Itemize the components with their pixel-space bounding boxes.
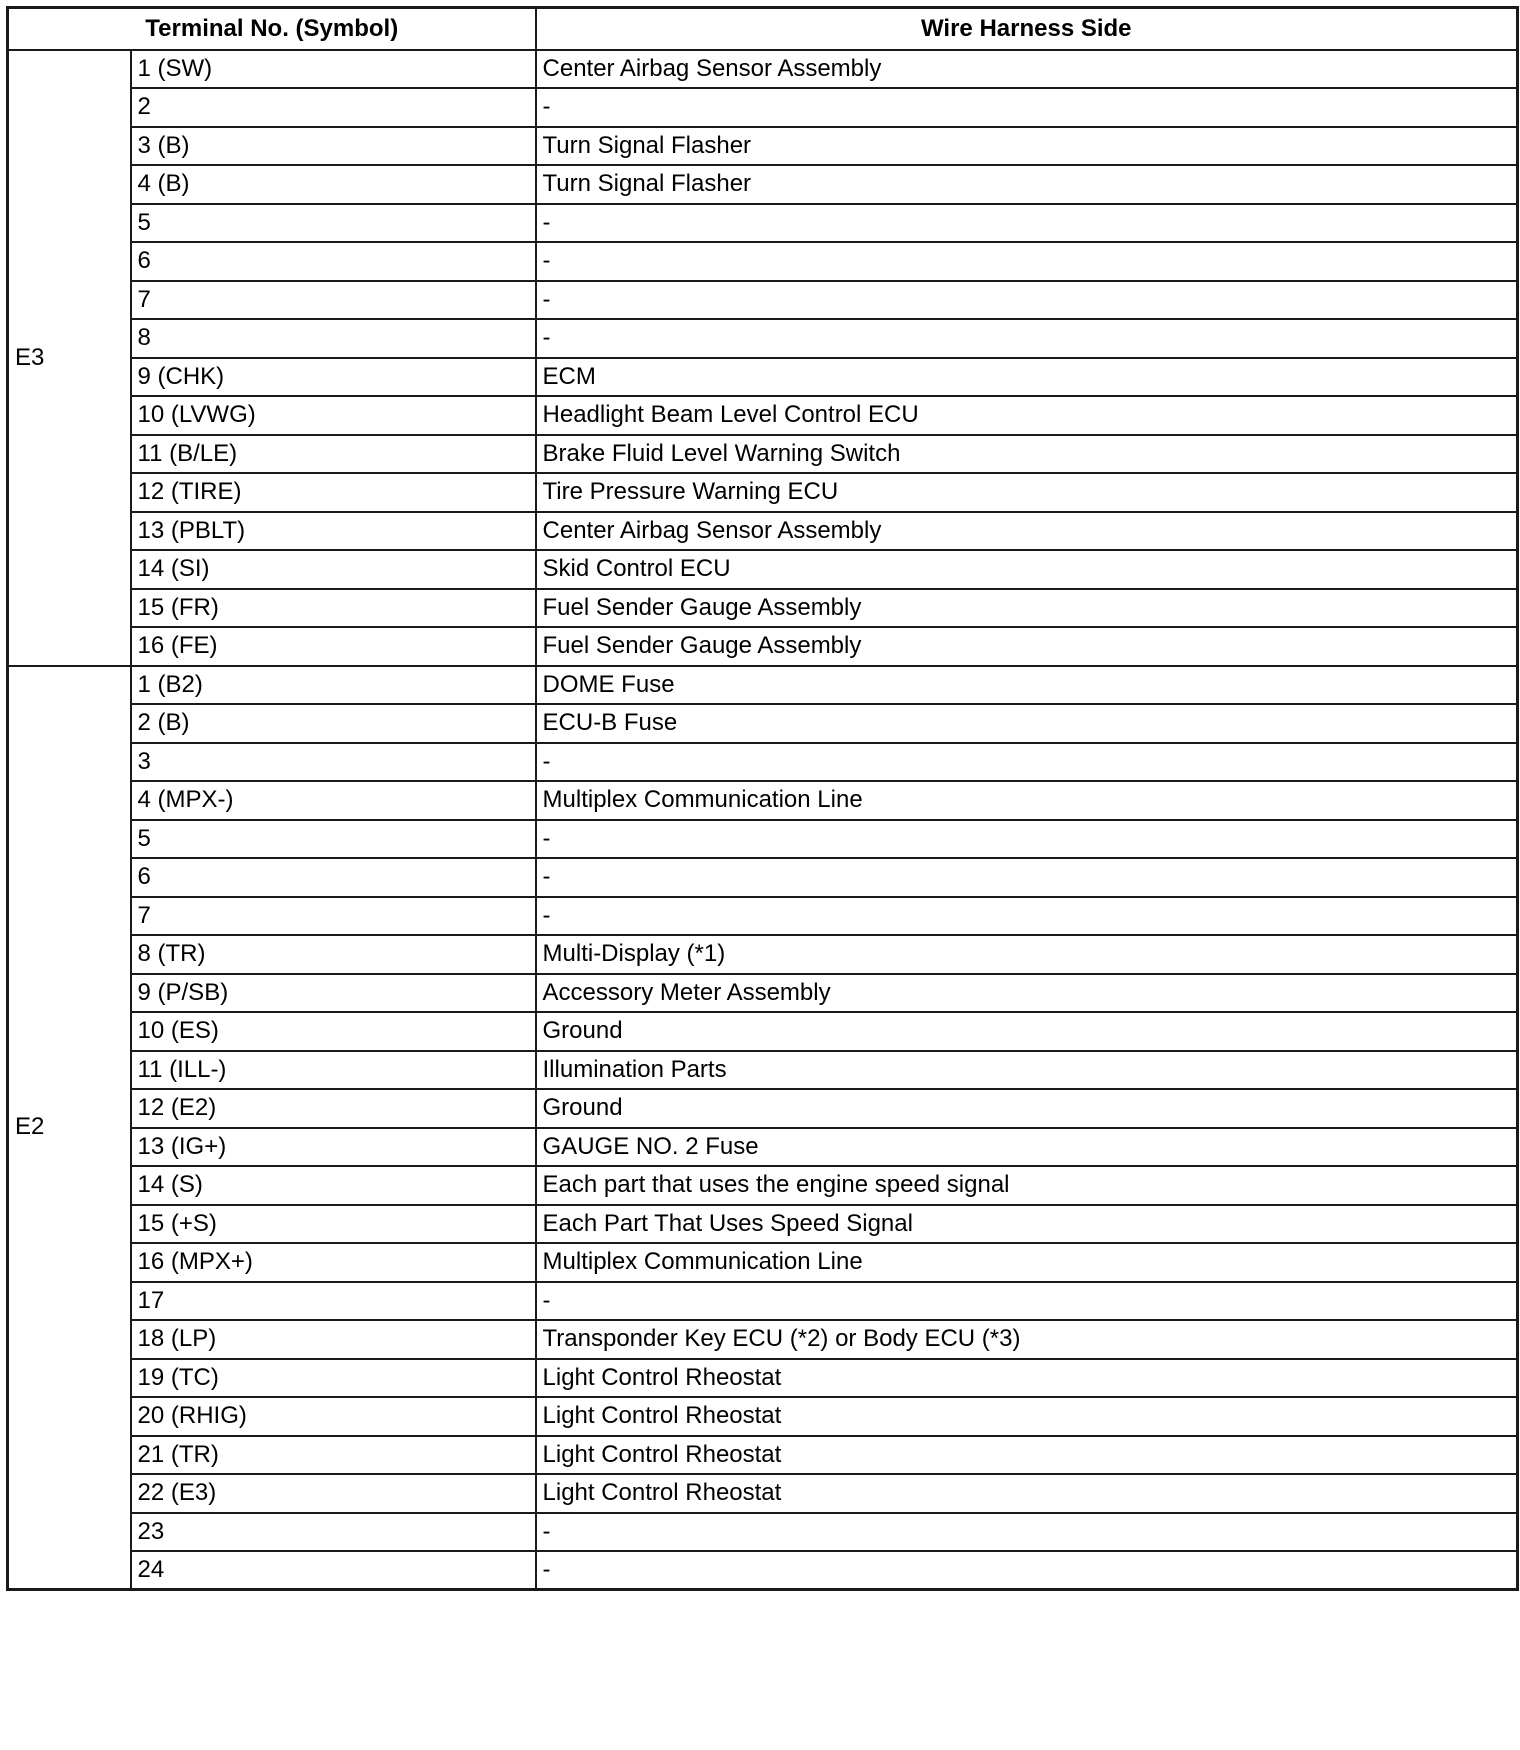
wire-harness-cell: - bbox=[536, 1551, 1518, 1590]
terminal-cell: 10 (LVWG) bbox=[131, 396, 536, 435]
wire-harness-cell: DOME Fuse bbox=[536, 666, 1518, 705]
table-row bbox=[8, 935, 1518, 974]
wire-harness-cell: Ground bbox=[536, 1012, 1518, 1051]
table-row bbox=[8, 50, 1518, 89]
table-row bbox=[8, 473, 1518, 512]
table-row bbox=[8, 127, 1518, 166]
table-row bbox=[8, 88, 1518, 127]
table-row bbox=[8, 1282, 1518, 1321]
wire-harness-cell: - bbox=[536, 897, 1518, 936]
wire-harness-cell: - bbox=[536, 743, 1518, 782]
terminal-cell: 20 (RHIG) bbox=[131, 1397, 536, 1436]
terminal-cell: 5 bbox=[131, 204, 536, 243]
terminal-cell: 4 (B) bbox=[131, 165, 536, 204]
wire-harness-cell: - bbox=[536, 820, 1518, 859]
terminal-cell: 13 (IG+) bbox=[131, 1128, 536, 1167]
wire-harness-cell: Turn Signal Flasher bbox=[536, 127, 1518, 166]
wire-harness-cell: ECM bbox=[536, 358, 1518, 397]
wire-harness-cell: - bbox=[536, 242, 1518, 281]
terminal-cell: 13 (PBLT) bbox=[131, 512, 536, 551]
terminal-cell: 8 (TR) bbox=[131, 935, 536, 974]
table-row bbox=[8, 743, 1518, 782]
terminal-cell: 16 (MPX+) bbox=[131, 1243, 536, 1282]
wire-harness-cell: - bbox=[536, 88, 1518, 127]
table-row bbox=[8, 897, 1518, 936]
wire-harness-cell: Accessory Meter Assembly bbox=[536, 974, 1518, 1013]
wire-harness-cell: - bbox=[536, 1282, 1518, 1321]
terminal-cell: 8 bbox=[131, 319, 536, 358]
table-row bbox=[8, 550, 1518, 589]
wire-harness-cell: Each part that uses the engine speed signal bbox=[536, 1166, 1518, 1205]
wire-harness-cell: Multi-Display (*1) bbox=[536, 935, 1518, 974]
table-row bbox=[8, 1474, 1518, 1513]
table-row bbox=[8, 396, 1518, 435]
terminal-cell: 15 (+S) bbox=[131, 1205, 536, 1244]
terminal-cell: 11 (ILL-) bbox=[131, 1051, 536, 1090]
wire-harness-cell: - bbox=[536, 204, 1518, 243]
table-body bbox=[8, 50, 1518, 1590]
terminal-cell: 22 (E3) bbox=[131, 1474, 536, 1513]
wire-harness-cell: - bbox=[536, 281, 1518, 320]
table-row bbox=[8, 666, 1518, 705]
terminal-cell: 7 bbox=[131, 281, 536, 320]
header-row bbox=[8, 8, 1518, 50]
terminal-column-header: Terminal No. (Symbol) bbox=[8, 8, 536, 50]
terminal-table bbox=[6, 6, 1519, 1591]
connector-cell: E3 bbox=[8, 50, 131, 666]
wire-harness-column-header: Wire Harness Side bbox=[536, 8, 1518, 50]
table-row bbox=[8, 627, 1518, 666]
table-row bbox=[8, 1551, 1518, 1590]
terminal-cell: 17 bbox=[131, 1282, 536, 1321]
terminal-cell: 14 (SI) bbox=[131, 550, 536, 589]
terminal-cell: 18 (LP) bbox=[131, 1320, 536, 1359]
wire-harness-cell: Tire Pressure Warning ECU bbox=[536, 473, 1518, 512]
terminal-cell: 9 (CHK) bbox=[131, 358, 536, 397]
terminal-cell: 12 (TIRE) bbox=[131, 473, 536, 512]
terminal-cell: 7 bbox=[131, 897, 536, 936]
table-row bbox=[8, 281, 1518, 320]
table-row bbox=[8, 165, 1518, 204]
terminal-cell: 15 (FR) bbox=[131, 589, 536, 628]
wire-harness-cell: Each Part That Uses Speed Signal bbox=[536, 1205, 1518, 1244]
table-row bbox=[8, 1089, 1518, 1128]
table-row bbox=[8, 358, 1518, 397]
wire-harness-cell: Center Airbag Sensor Assembly bbox=[536, 50, 1518, 89]
table-row bbox=[8, 1513, 1518, 1552]
wire-harness-cell: Fuel Sender Gauge Assembly bbox=[536, 627, 1518, 666]
table-row bbox=[8, 435, 1518, 474]
wire-harness-cell: - bbox=[536, 858, 1518, 897]
table-row bbox=[8, 319, 1518, 358]
wire-harness-cell: Fuel Sender Gauge Assembly bbox=[536, 589, 1518, 628]
terminal-cell: 19 (TC) bbox=[131, 1359, 536, 1398]
wire-harness-cell: Multiplex Communication Line bbox=[536, 1243, 1518, 1282]
table-row bbox=[8, 242, 1518, 281]
table-row bbox=[8, 589, 1518, 628]
terminal-cell: 6 bbox=[131, 858, 536, 897]
table-row bbox=[8, 1205, 1518, 1244]
table-row bbox=[8, 820, 1518, 859]
table-row bbox=[8, 512, 1518, 551]
terminal-cell: 3 bbox=[131, 743, 536, 782]
terminal-cell: 1 (SW) bbox=[131, 50, 536, 89]
wire-harness-cell: Turn Signal Flasher bbox=[536, 165, 1518, 204]
terminal-cell: 2 (B) bbox=[131, 704, 536, 743]
table-row bbox=[8, 1397, 1518, 1436]
table-row bbox=[8, 1243, 1518, 1282]
table-row bbox=[8, 1166, 1518, 1205]
wire-harness-cell: Light Control Rheostat bbox=[536, 1436, 1518, 1475]
table-row bbox=[8, 704, 1518, 743]
terminal-cell: 6 bbox=[131, 242, 536, 281]
terminal-cell: 5 bbox=[131, 820, 536, 859]
terminal-cell: 16 (FE) bbox=[131, 627, 536, 666]
terminal-cell: 2 bbox=[131, 88, 536, 127]
table-row bbox=[8, 974, 1518, 1013]
wire-harness-cell: Light Control Rheostat bbox=[536, 1474, 1518, 1513]
terminal-cell: 23 bbox=[131, 1513, 536, 1552]
table-row bbox=[8, 858, 1518, 897]
terminal-cell: 3 (B) bbox=[131, 127, 536, 166]
terminal-cell: 24 bbox=[131, 1551, 536, 1590]
table-row bbox=[8, 204, 1518, 243]
terminal-cell: 14 (S) bbox=[131, 1166, 536, 1205]
wire-harness-cell: Light Control Rheostat bbox=[536, 1359, 1518, 1398]
table-row bbox=[8, 1012, 1518, 1051]
table-row bbox=[8, 1128, 1518, 1167]
wire-harness-cell: Light Control Rheostat bbox=[536, 1397, 1518, 1436]
table-row bbox=[8, 1051, 1518, 1090]
terminal-cell: 12 (E2) bbox=[131, 1089, 536, 1128]
wire-harness-cell: Illumination Parts bbox=[536, 1051, 1518, 1090]
wire-harness-cell: Brake Fluid Level Warning Switch bbox=[536, 435, 1518, 474]
wire-harness-cell: Center Airbag Sensor Assembly bbox=[536, 512, 1518, 551]
terminal-cell: 4 (MPX-) bbox=[131, 781, 536, 820]
connector-cell: E2 bbox=[8, 666, 131, 1590]
wire-harness-cell: - bbox=[536, 1513, 1518, 1552]
wire-harness-cell: Skid Control ECU bbox=[536, 550, 1518, 589]
table-row bbox=[8, 781, 1518, 820]
table-row bbox=[8, 1320, 1518, 1359]
wire-harness-cell: Headlight Beam Level Control ECU bbox=[536, 396, 1518, 435]
wire-harness-cell: Transponder Key ECU (*2) or Body ECU (*3) bbox=[536, 1320, 1518, 1359]
wire-harness-cell: Ground bbox=[536, 1089, 1518, 1128]
wire-harness-cell: Multiplex Communication Line bbox=[536, 781, 1518, 820]
terminal-cell: 1 (B2) bbox=[131, 666, 536, 705]
wire-harness-cell: - bbox=[536, 319, 1518, 358]
terminal-cell: 21 (TR) bbox=[131, 1436, 536, 1475]
table-row bbox=[8, 1359, 1518, 1398]
terminal-cell: 11 (B/LE) bbox=[131, 435, 536, 474]
terminal-cell: 9 (P/SB) bbox=[131, 974, 536, 1013]
table-row bbox=[8, 1436, 1518, 1475]
wire-harness-cell: ECU-B Fuse bbox=[536, 704, 1518, 743]
terminal-cell: 10 (ES) bbox=[131, 1012, 536, 1051]
wire-harness-cell: GAUGE NO. 2 Fuse bbox=[536, 1128, 1518, 1167]
